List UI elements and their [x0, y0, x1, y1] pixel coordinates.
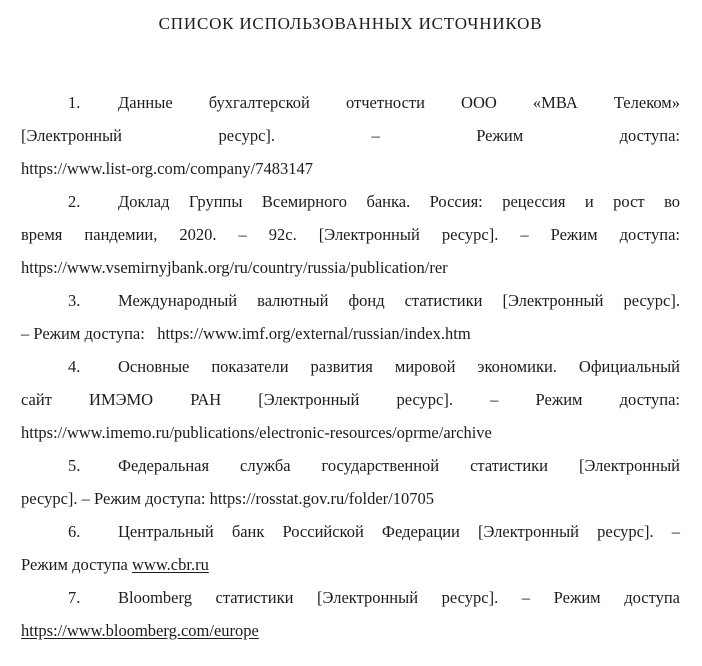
reference-line [21, 185, 680, 218]
reference-item-3 [21, 284, 680, 350]
reference-text: Режим доступа [21, 555, 132, 574]
reference-number: 4. [68, 357, 81, 376]
reference-item-4 [21, 350, 680, 449]
reference-item-2 [21, 185, 680, 284]
reference-number: 1. [68, 93, 81, 112]
reference-url: https://www.imemo.ru/publications/electronic-resources/oprme/archive [21, 423, 492, 442]
reference-item-5 [21, 449, 680, 515]
reference-url: ресурс]. – Режим доступа: https://rosstat.gov.ru/folder/10705 [21, 489, 435, 508]
reference-text: Основные показатели развития мировой экономики. Официальный [118, 357, 680, 376]
reference-number: 3. [68, 291, 81, 310]
reference-text: Международный валютный фонд статистики [Электронный ресурс]. [118, 291, 680, 310]
reference-line: [Электронный ресурс]. – Режим доступа: [21, 126, 680, 145]
reference-number: 2. [68, 192, 81, 211]
reference-text: Данные бухгалтерской отчетности ООО «МВА Телеком» [118, 93, 680, 112]
reference-line: сайт ИМЭМО РАН [Электронный ресурс]. – Режим доступа: [21, 390, 680, 409]
reference-line: время пандемии, 2020. – 92с. [Электронный ресурс]. – Режим доступа: [21, 225, 680, 244]
reference-line [21, 515, 680, 548]
bloomberg-link[interactable]: https://www.bloomberg.com/europe [21, 621, 259, 640]
reference-item-7 [21, 581, 680, 647]
cbr-link[interactable]: www.cbr.ru [131, 555, 209, 574]
reference-url: – Режим доступа: https://www.imf.org/external/russian/index.htm [21, 324, 471, 343]
reference-line [21, 449, 680, 482]
reference-item-6 [21, 515, 680, 581]
title-spacer [21, 40, 680, 86]
reference-url: https://www.vsemirnyjbank.org/ru/country/russia/publication/rer [21, 258, 448, 277]
reference-text: Центральный банк Российской Федерации [Электронный ресурс]. – [118, 522, 680, 541]
reference-line [21, 284, 680, 317]
reference-text: Bloomberg статистики [Электронный ресурс]. – Режим доступа [118, 588, 680, 607]
reference-line [21, 581, 680, 614]
reference-text: Федеральная служба государственной статистики [Электронный [118, 456, 680, 475]
reference-url: https://www.list-org.com/company/7483147 [21, 159, 313, 178]
reference-text: Доклад Группы Всемирного банка. Россия: рецессия и рост во [118, 192, 680, 211]
reference-line [21, 548, 680, 581]
reference-number: 7. [68, 588, 81, 607]
reference-item-1 [21, 86, 680, 185]
reference-line [21, 86, 680, 119]
reference-line [21, 614, 680, 647]
reference-number: 5. [68, 456, 81, 475]
reference-number: 6. [68, 522, 81, 541]
reference-line [21, 350, 680, 383]
document-title: СПИСОК ИСПОЛЬЗОВАННЫХ ИСТОЧНИКОВ [158, 14, 543, 33]
